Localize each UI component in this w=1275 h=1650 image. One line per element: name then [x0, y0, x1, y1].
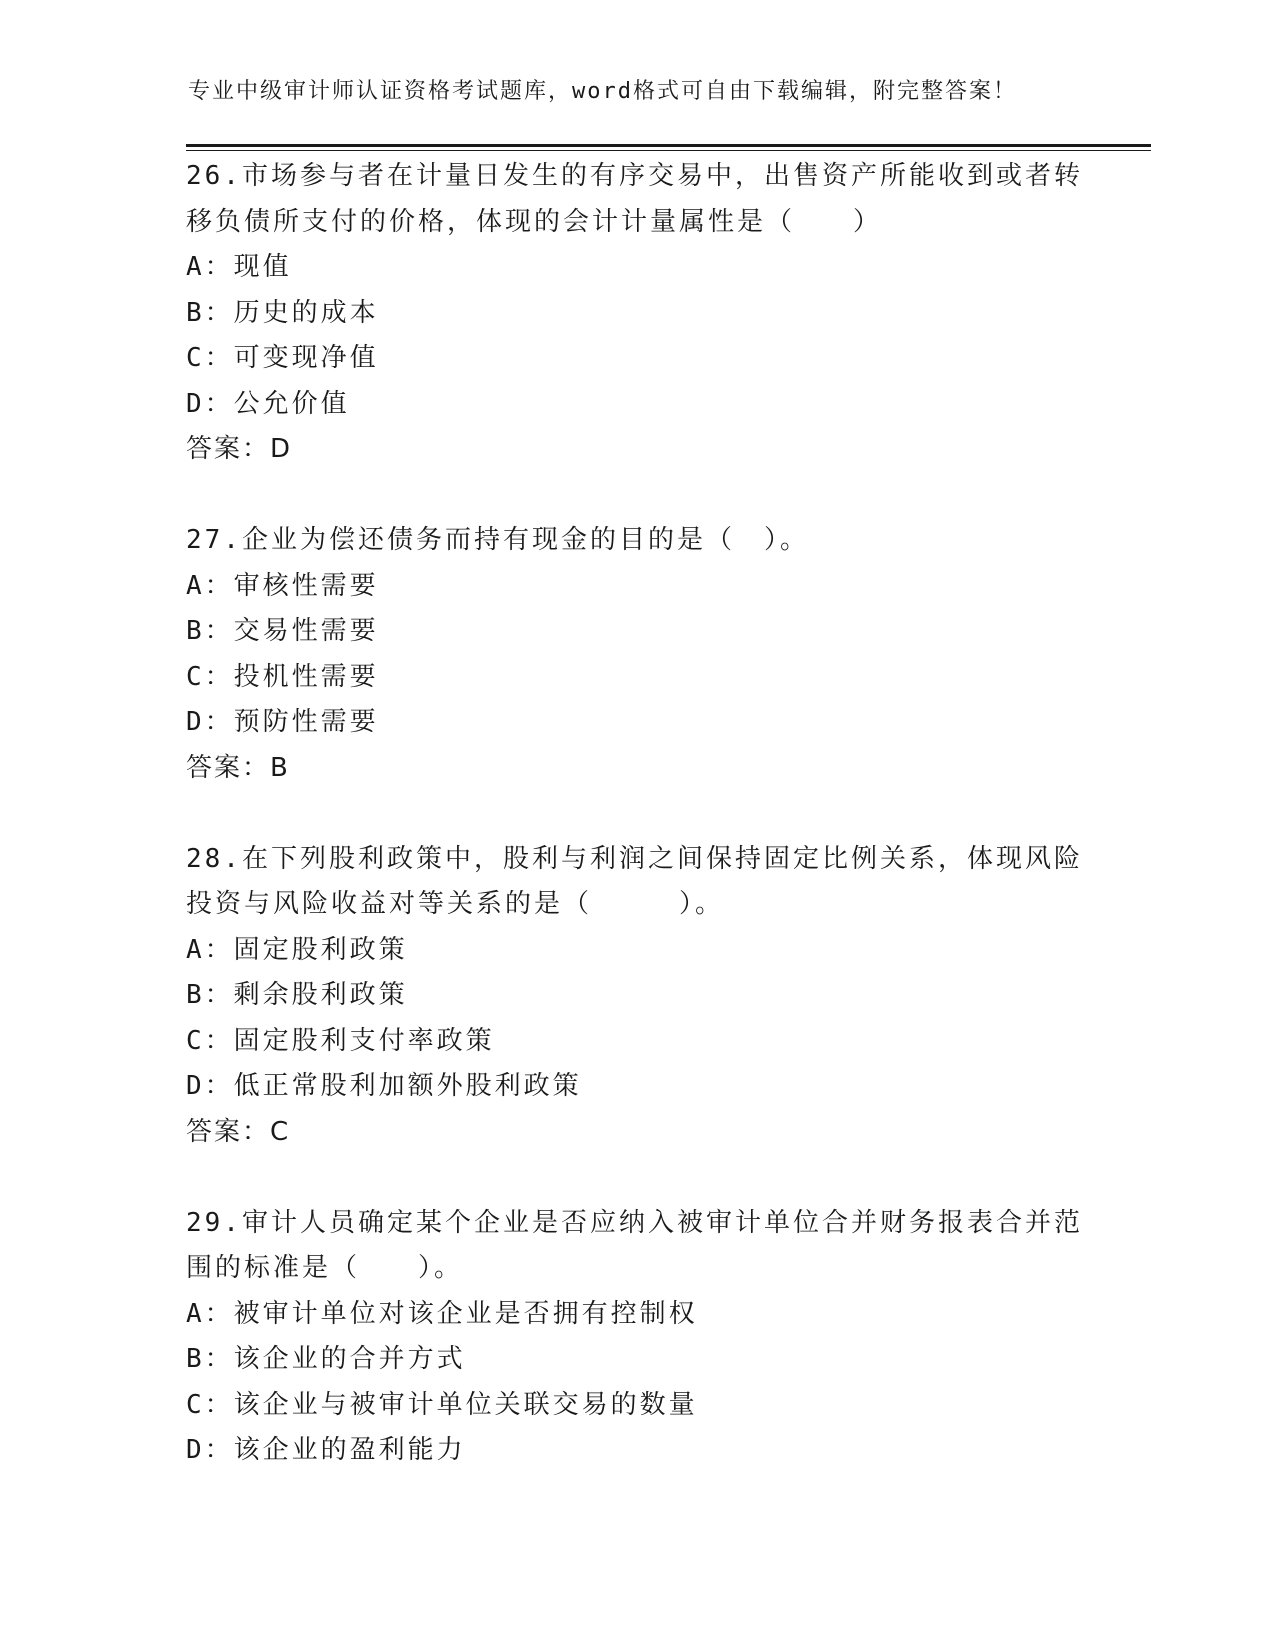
spacer: [186, 473, 1086, 519]
option-b: B：历史的成本: [186, 297, 379, 328]
option-c: C：投机性需要: [186, 661, 379, 692]
option-b: B：交易性需要: [186, 616, 379, 646]
option-c: C：该企业与被审计单位关联交易的数量: [186, 1389, 698, 1420]
question-stem: 围的标准是（ ）。: [186, 1253, 464, 1283]
question-stem: 移负债所支付的价格，体现的会计计量属性是（ ）: [186, 206, 883, 237]
option-a: A：现值: [186, 252, 292, 282]
answer-line: 答案：C: [186, 1116, 291, 1147]
option-d: D：该企业的盈利能力: [186, 1435, 466, 1465]
option-a: A：审核性需要: [186, 570, 379, 601]
page-header: 专业中级审计师认证资格考试题库，word格式可自由下载编辑，附完整答案！: [188, 79, 1017, 104]
spacer: [186, 1155, 1086, 1201]
header-rule-thin: [186, 150, 1151, 151]
option-b: B：该企业的合并方式: [186, 1344, 466, 1374]
question-26: [186, 154, 1086, 473]
question-list: [186, 154, 1086, 1474]
question-27: [186, 518, 1086, 791]
spacer: [186, 791, 1086, 837]
question-stem: 29.审计人员确定某个企业是否应纳入被审计单位合并财务报表合并范: [186, 1207, 1083, 1238]
option-c: C：可变现净值: [186, 343, 379, 373]
question-28: [186, 837, 1086, 1156]
option-d: D：公允价值: [186, 388, 350, 419]
question-29: [186, 1201, 1086, 1474]
option-c: C：固定股利支付率政策: [186, 1025, 495, 1056]
question-stem: 28.在下列股利政策中，股利与利润之间保持固定比例关系，体现风险: [186, 843, 1083, 874]
header-rule-thick: [186, 144, 1151, 147]
answer-line: 答案：B: [186, 752, 290, 783]
option-d: D：低正常股利加额外股利政策: [186, 1071, 582, 1101]
option-b: B：剩余股利政策: [186, 980, 408, 1010]
option-a: A：被审计单位对该企业是否拥有控制权: [186, 1298, 698, 1329]
option-d: D：预防性需要: [186, 707, 379, 737]
question-stem: 26.市场参与者在计量日发生的有序交易中，出售资产所能收到或者转: [186, 161, 1083, 191]
answer-line: 答案：D: [186, 434, 293, 464]
option-a: A：固定股利政策: [186, 934, 408, 965]
question-stem: 27.企业为偿还债务而持有现金的目的是（ ）。: [186, 525, 809, 555]
question-stem: 投资与风险收益对等关系的是（ ）。: [186, 889, 725, 919]
